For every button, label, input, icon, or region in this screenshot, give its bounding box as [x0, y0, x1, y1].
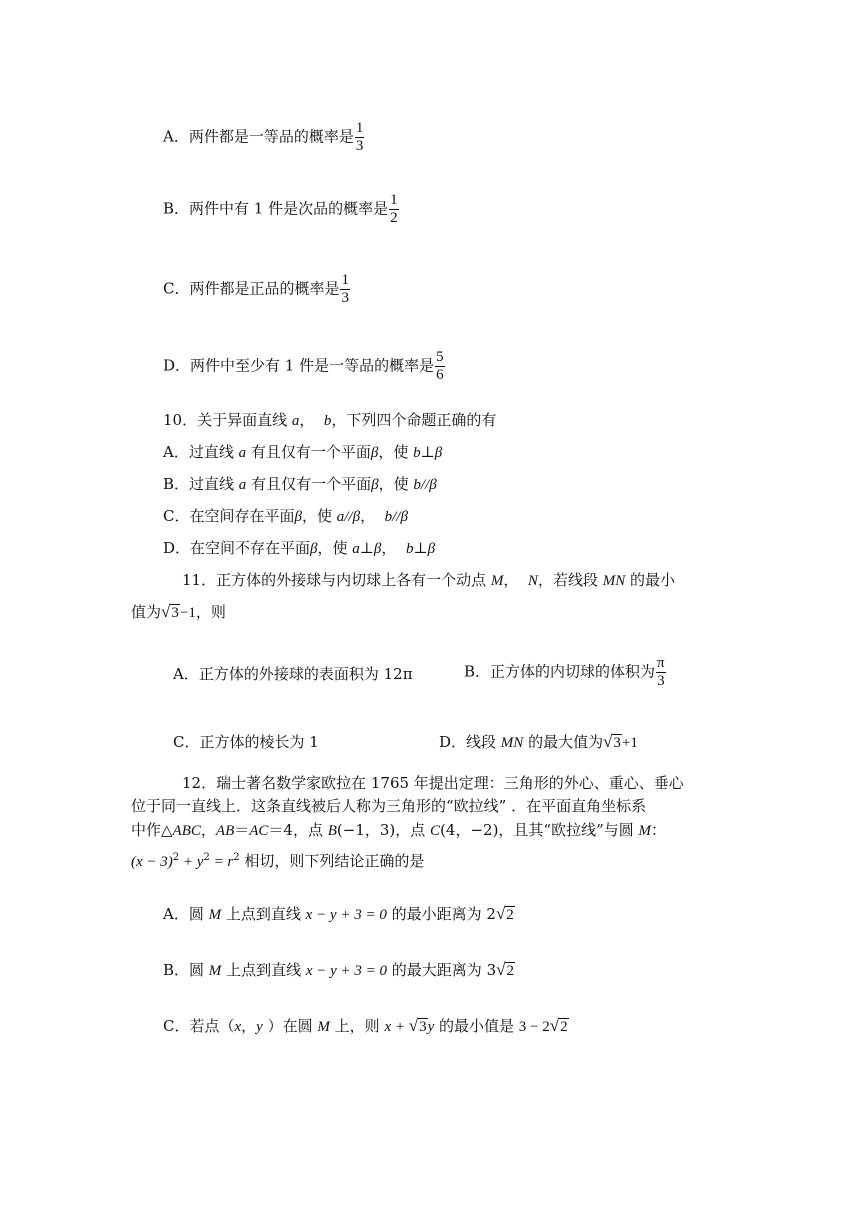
- q11-option-d: D．线段 MN 的最大值为√3+1: [439, 732, 638, 751]
- fraction: $\frac{1}{3}$: [341, 272, 349, 306]
- q12-option-c: C．若点（x，y ）在圆 M 上，则 x + √3y 的最小值是 3 − 2√2: [163, 1016, 568, 1035]
- sqrt-expression: √3: [408, 1016, 427, 1035]
- q11-option-a: A．正方体的外接球的表面积为 12π: [173, 665, 413, 683]
- q11-stem-line2: 值为√3−1，则: [131, 602, 226, 621]
- q9-option-c: C．两件都是正品的概率是 $\frac{1}{3}$: [163, 272, 349, 306]
- sqrt-expression: √3: [603, 732, 621, 751]
- q10-option-b: B．过直线 a 有且仅有一个平面β，使 b//β: [163, 475, 437, 493]
- q9-option-a: A．两件都是一等品的概率是 $\frac{1}{3}$: [163, 120, 364, 154]
- q12-stem-line1: 12．瑞士著名数学家欧拉在 1765 年提出定理：三角形的外心、重心、垂心: [182, 774, 684, 792]
- q12-option-a: A．圆 M 上点到直线 x − y + 3 = 0 的最小距离为 2√2: [163, 904, 514, 923]
- fraction: $\frac{1}{2}$: [390, 192, 398, 226]
- q12-stem-line2: 位于同一直线上．这条直线被后人称为三角形的“欧拉线” ．在平面直角坐标系: [131, 797, 647, 815]
- q11-stem-line1: 11．正方体的外接球与内切球上各有一个动点 M， N，若线段 MN 的最小: [182, 571, 675, 589]
- q11-option-c: C．正方体的棱长为 1: [173, 733, 319, 751]
- q9-option-d: D．两件中至少有 1 件是一等品的概率是 $\frac{5}{6}$: [163, 349, 444, 383]
- q10-option-c: C．在空间存在平面β，使 a//β， b//β: [163, 507, 408, 525]
- fraction: $\frac{\pi}{3}$: [657, 655, 665, 689]
- sqrt-expression: √2: [549, 1016, 568, 1035]
- q10-option-a: A．过直线 a 有且仅有一个平面β，使 b⊥β: [163, 443, 443, 461]
- sqrt-expression: √3: [161, 602, 179, 621]
- fraction: $\frac{5}{6}$: [436, 349, 444, 383]
- sqrt-expression: √2: [496, 960, 514, 979]
- q10-option-d: D．在空间不存在平面β，使 a⊥β， b⊥β: [163, 539, 436, 557]
- q12-stem-line3: 中作△ABC，AB＝AC＝4，点 B(−1，3)，点 C(4，−2)，且其“欧拉线”与圆 M：: [131, 821, 667, 839]
- q10-stem: 10．关于异面直线 a， b，下列四个命题正确的有: [163, 411, 497, 429]
- fraction: $\frac{1}{3}$: [355, 120, 364, 154]
- q12-stem-line4: $(x - 3)^2 + y^2 = r^2$ 相切，则下列结论正确的是: [131, 852, 425, 870]
- sqrt-expression: √2: [495, 904, 514, 923]
- q11-option-b: B．正方体的内切球的体积为 $\frac{\pi}{3}$: [464, 655, 665, 689]
- q9-option-b: B．两件中有 1 件是次品的概率是 $\frac{1}{2}$: [163, 192, 398, 226]
- q12-option-b: B．圆 M 上点到直线 x − y + 3 = 0 的最大距离为 3√2: [163, 960, 514, 979]
